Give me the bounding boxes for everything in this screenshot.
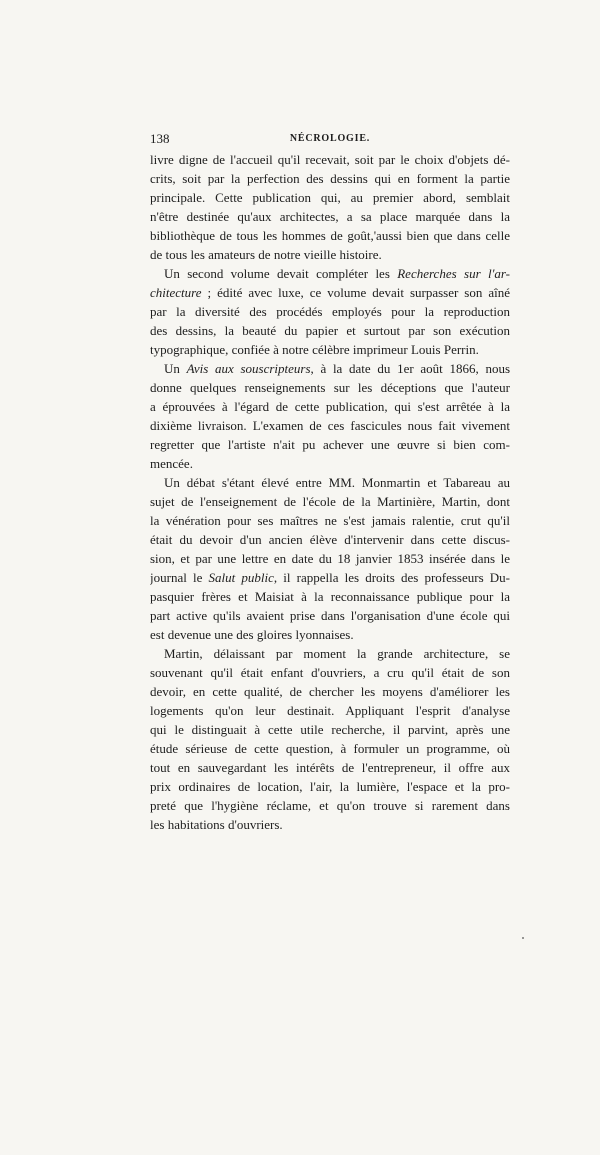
italic-title: Salut public (208, 570, 274, 585)
text-line: les habitations d'ouvriers. (150, 817, 283, 832)
text-line: mencée. (150, 456, 193, 471)
paragraph (150, 150, 510, 264)
text-line: n'être destinée qu'aux architectes, a sa place marquée dans la (150, 209, 510, 224)
text-line: bibliothèque de tous les hommes de goût,'aussi bien que dans celle (150, 228, 510, 243)
text-line: par la diversité des procédés employés pour la reproduction (150, 304, 510, 319)
paragraph (150, 473, 510, 644)
text-line: livre digne de l'accueil qu'il recevait, soit par le choix d'objets dé- (150, 152, 510, 167)
paper-speck (522, 937, 524, 939)
text-line: Un second volume devait compléter les Recherches sur l'ar- (164, 266, 510, 281)
text-line: Martin, délaissant par moment la grande architecture, se (164, 646, 510, 661)
text-line: de tous les amateurs de notre vieille histoire. (150, 247, 382, 262)
paragraph (150, 644, 510, 834)
text-line: sujet de l'enseignement de l'école de la Martinière, Martin, dont (150, 494, 510, 509)
text-line: preté que l'hygiène réclame, et qu'on trouve si rarement dans (150, 798, 510, 813)
paragraph (150, 264, 510, 359)
italic-title: chitecture (150, 285, 202, 300)
text-line: regretter que l'artiste n'ait pu achever une œuvre si bien com- (150, 437, 510, 452)
text-line: logements qu'on leur destinait. Appliquant l'esprit d'analyse (150, 703, 510, 718)
text-line: est devenue une des gloires lyonnaises. (150, 627, 354, 642)
text-line: typographique, confiée à notre célèbre imprimeur Louis Perrin. (150, 342, 479, 357)
text-line: tout en sauvegardant les intérêts de l'entrepreneur, il offre aux (150, 760, 510, 775)
body-text (150, 150, 510, 834)
text-line: a éprouvées à l'égard de cette publication, qui s'est arrêtée à la (150, 399, 510, 414)
text-line: devoir, en cette qualité, de chercher les moyens d'améliorer les (150, 684, 510, 699)
text-line: sion, et par une lettre en date du 18 janvier 1853 insérée dans le (150, 551, 510, 566)
text-line: était du devoir d'un ancien élève d'intervenir dans cette discus- (150, 532, 510, 547)
text-line: donne quelques renseignements sur les déceptions que l'auteur (150, 380, 510, 395)
page-header (150, 130, 510, 148)
text-line: dixième livraison. L'examen de ces fascicules nous fait vivement (150, 418, 510, 433)
text-line: part active qu'ils avaient prise dans l'organisation d'une école qui (150, 608, 510, 623)
text-line: souvenant qu'il était enfant d'ouvriers, a cru qu'il était de son (150, 665, 510, 680)
text-line: pasquier frères et Maisiat à la reconnaissance publique pour la (150, 589, 510, 604)
page-number: 138 (150, 131, 170, 146)
text-line: principale. Cette publication qui, au premier abord, semblait (150, 190, 510, 205)
text-line: Un débat s'étant élevé entre MM. Monmartin et Tabareau au (164, 475, 510, 490)
text-line: prix ordinaires de location, l'air, la lumière, l'espace et la pro- (150, 779, 510, 794)
text-line: des dessins, la beauté du papier et surtout par son exécution (150, 323, 510, 338)
text-line: crits, soit par la perfection des dessins qui en forment la partie (150, 171, 510, 186)
text-line: étude sérieuse de cette question, à formuler un programme, où (150, 741, 510, 756)
text-line: qui le distinguait à cette utile recherche, il parvint, après une (150, 722, 510, 737)
paragraph (150, 359, 510, 473)
text-line: Un Avis aux souscripteurs, à la date du 1er août 1866, nous (164, 361, 510, 376)
text-line: journal le Salut public, il rappella les droits des professeurs Du- (150, 570, 510, 585)
italic-title: Avis aux souscripteurs (186, 361, 311, 376)
italic-title: Recherches sur l'ar- (397, 266, 510, 281)
running-title: NÉCROLOGIE. (289, 133, 371, 144)
text-line: chitecture ; édité avec luxe, ce volume devait surpasser son aîné (150, 285, 510, 300)
text-line: la vénération pour ses maîtres ne s'est jamais ralentie, crut qu'il (150, 513, 510, 528)
